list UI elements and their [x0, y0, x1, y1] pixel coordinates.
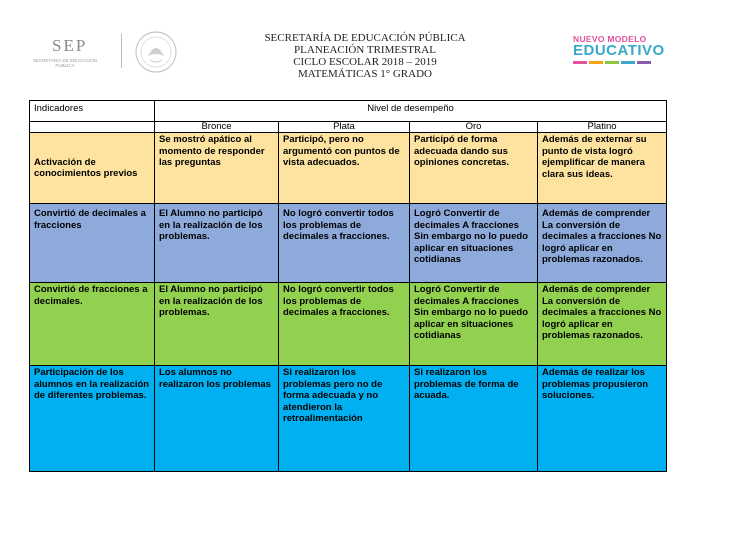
- rubric-cell: Además de comprender La conversión de decimales a fracciones No logró aplicar en problemas razonados.: [538, 283, 667, 366]
- nme-color-segment: [589, 61, 603, 64]
- rubric-cell: No logró convertir todos los problemas de decimales a fracciones.: [279, 283, 410, 366]
- sep-logo-subtext: SECRETARÍA DE EDUCACIÓN PÚBLICA: [33, 58, 97, 68]
- levels-row-empty-cell: [30, 122, 155, 133]
- nme-color-segment: [621, 61, 635, 64]
- rubric-cell: Logró Convertir de decimales A fracciones Sin embargo no lo puedo aplicar en situaciones cotidianas: [410, 283, 538, 366]
- level-oro: Oro: [410, 122, 538, 133]
- sep-logo-text: SEP: [52, 36, 88, 55]
- indicator-cell: Convirtió de fracciones a decimales.: [30, 283, 155, 366]
- national-seal-icon: [134, 30, 178, 74]
- nme-color-bar: [573, 61, 651, 64]
- logo-divider: [121, 34, 122, 68]
- table-header-row: [30, 101, 667, 122]
- indicator-cell: Activación de conocimientos previos: [30, 133, 155, 204]
- rubric-cell: Participó, pero no argumentó con puntos de vista adecuados.: [279, 133, 410, 204]
- table-row: [30, 366, 667, 472]
- header-line-1: SECRETARÍA DE EDUCACIÓN PÚBLICA: [264, 32, 466, 44]
- level-plata: Plata: [279, 122, 410, 133]
- rubric-cell: Se mostró apático al momento de responder las preguntas: [155, 133, 279, 204]
- nme-logo-top-text: NUEVO MODELO: [573, 34, 647, 44]
- table-row: [30, 133, 667, 204]
- table-row: [30, 283, 667, 366]
- level-bronce: Bronce: [155, 122, 279, 133]
- sep-logo: [30, 36, 100, 76]
- rubric-cell: Además de realizar los problemas propusieron soluciones.: [538, 366, 667, 472]
- rubric-cell: Si realizaron los problemas de forma de acuada.: [410, 366, 538, 472]
- nuevo-modelo-educativo-logo: [573, 34, 683, 64]
- rubric-table: [29, 100, 667, 472]
- performance-level-header: Nivel de desempeño: [155, 101, 667, 122]
- rubric-cell: No logró convertir todos los problemas de decimales a fracciones.: [279, 204, 410, 283]
- rubric-cell: Además de comprender La conversión de decimales a fracciones No logró aplicar en problemas razonados.: [538, 204, 667, 283]
- nme-color-segment: [573, 61, 587, 64]
- table-row: [30, 204, 667, 283]
- rubric-cell: Participó de forma adecuada dando sus opiniones concretas.: [410, 133, 538, 204]
- header-line-3: CICLO ESCOLAR 2018 – 2019: [293, 56, 437, 68]
- level-platino: Platino: [538, 122, 667, 133]
- document-header: [230, 32, 500, 80]
- nme-logo-main-text: EDUCATIVO: [573, 42, 665, 59]
- header-line-4: MATEMÁTICAS 1° GRADO: [298, 68, 432, 80]
- header-line-2: PLANEACIÓN TRIMESTRAL: [294, 44, 436, 56]
- rubric-cell: Si realizaron los problemas pero no de forma adecuada y no atendieron la retroalimentación: [279, 366, 410, 472]
- rubric-cell: Además de externar su punto de vista logró ejemplificar de manera clara sus ideas.: [538, 133, 667, 204]
- rubric-cell: El Alumno no participó en la realización de los problemas.: [155, 283, 279, 366]
- indicator-cell: Convirtió de decimales a fracciones: [30, 204, 155, 283]
- levels-row: [30, 122, 667, 133]
- rubric-cell: El Alumno no participó en la realización de los problemas.: [155, 204, 279, 283]
- nme-color-segment: [637, 61, 651, 64]
- indicators-header: Indicadores: [30, 101, 155, 122]
- nme-color-segment: [605, 61, 619, 64]
- rubric-cell: Los alumnos no realizaron los problemas: [155, 366, 279, 472]
- rubric-cell: Logró Convertir de decimales A fracciones Sin embargo no lo puedo aplicar en situaciones cotidianas: [410, 204, 538, 283]
- indicator-cell: Participación de los alumnos en la realización de diferentes problemas.: [30, 366, 155, 472]
